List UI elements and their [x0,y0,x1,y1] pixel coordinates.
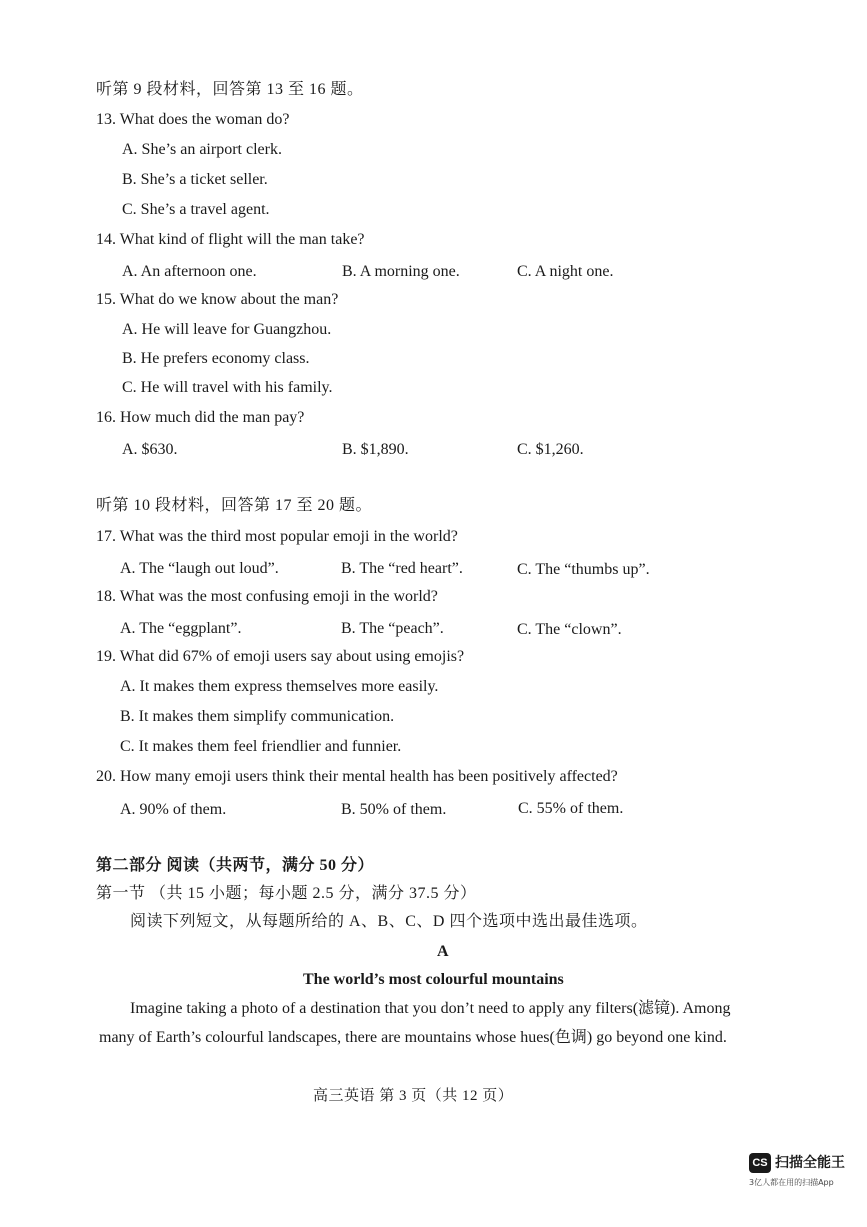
q15-option-a: A. He will leave for Guangzhou. [122,321,332,338]
section10-heading: 听第 10 段材料，回答第 17 至 20 题。 [96,497,373,514]
part2-instruction: 阅读下列短文，从每题所给的 A、B、C、D 四个选项中选出最佳选项。 [130,913,648,930]
q18-option-c: C. The “clown”. [517,621,622,638]
passage-line-1: Imagine taking a photo of a destination that you don’t need to apply any filters(滤镜). Among [130,1000,731,1017]
q13-option-b: B. She’s a ticket seller. [122,171,268,188]
q17-stem: 17. What was the third most popular emoji in the world? [96,528,458,545]
q14-stem: 14. What kind of flight will the man take? [96,231,365,248]
part2-section1-heading: 第一节 （共 15 小题；每小题 2.5 分，满分 37.5 分） [96,885,477,902]
q19-stem: 19. What did 67% of emoji users say about using emojis? [96,648,465,665]
q19-option-a: A. It makes them express themselves more easily. [120,678,439,695]
q20-stem: 20. How many emoji users think their mental health has been positively affected? [96,768,618,785]
q18-option-b: B. The “peach”. [341,620,444,637]
q20-option-c: C. 55% of them. [518,800,624,817]
q14-option-a: A. An afternoon one. [122,263,257,280]
q16-option-b: B. $1,890. [342,441,409,458]
page-footer: 高三英语 第 3 页（共 12 页） [313,1088,514,1104]
part2-title: 第二部分 阅读（共两节，满分 50 分） [96,857,375,874]
q19-option-b: B. It makes them simplify communication. [120,708,395,725]
q15-stem: 15. What do we know about the man? [96,291,339,308]
q16-option-a: A. $630. [122,441,178,458]
q17-option-c: C. The “thumbs up”. [517,561,650,578]
q16-stem: 16. How much did the man pay? [96,409,305,426]
q17-option-a: A. The “laugh out loud”. [120,560,279,577]
q15-option-c: C. He will travel with his family. [122,379,333,396]
camscanner-logo-icon: CS [749,1153,771,1173]
q18-option-a: A. The “eggplant”. [120,620,242,637]
q18-stem: 18. What was the most confusing emoji in the world? [96,588,438,605]
passage-line-2: many of Earth’s colourful landscapes, there are mountains whose hues(色调) go beyond one kind. [99,1029,727,1046]
q13-stem: 13. What does the woman do? [96,111,290,128]
watermark-tagline: 3亿人都在用的扫描App [749,1178,834,1187]
q20-option-b: B. 50% of them. [341,801,447,818]
scanner-watermark [747,1150,865,1220]
passage-title: The world’s most colourful mountains [303,971,564,988]
q15-option-b: B. He prefers economy class. [122,350,310,367]
q20-option-a: A. 90% of them. [120,801,227,818]
q19-option-c: C. It makes them feel friendlier and funnier. [120,738,402,755]
passage-letter: A [437,943,449,960]
q13-option-c: C. She’s a travel agent. [122,201,270,218]
q14-option-b: B. A morning one. [342,263,460,280]
q14-option-c: C. A night one. [517,263,614,280]
q17-option-b: B. The “red heart”. [341,560,463,577]
watermark-app-name: 扫描全能王 [775,1155,845,1171]
q13-option-a: A. She’s an airport clerk. [122,141,282,158]
q16-option-c: C. $1,260. [517,441,584,458]
section9-heading: 听第 9 段材料，回答第 13 至 16 题。 [96,81,364,98]
